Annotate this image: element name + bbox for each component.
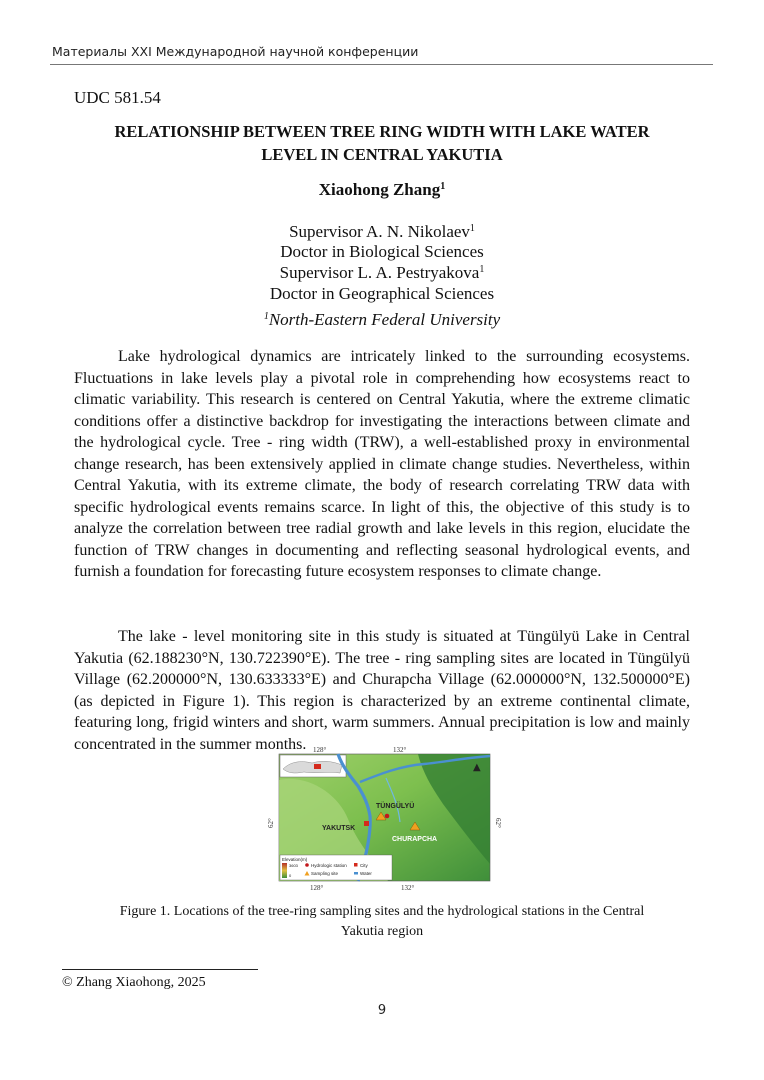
degree-2: Doctor in Geographical Sciences <box>269 284 495 303</box>
paragraph-2 <box>74 626 690 755</box>
lon-label-bottom-right: 132° <box>401 884 415 892</box>
legend-city-icon <box>354 863 358 867</box>
legend-water-icon <box>354 872 358 875</box>
legend-sampling-label: Sampling site <box>311 871 339 876</box>
legend-elevation-high: 3603 <box>289 863 298 868</box>
paragraph-1-text: Lake hydrological dynamics are intricately linked to the surrounding ecosystems. Fluctuations in lake levels play a pivotal role in comprehending how ecosystems react to climatic variability. This research is centered on Central Yakutia, where the extreme climatic conditions offer a distinctive backdrop for investigating the interactions between climate and the hydrological cycle. Tree - ring width (TRW), a well-established proxy in environmental change research, has been extensively applied in climate change studies. Nevertheless, within Central Yakutia, with its extreme climate, the body of research correlating TRW data with specific hydrological events remains scarce. In light of this, the objective of this study is to analyze the correlation between tree radial growth and lake levels in this region, elucidate the function of TRW changes in documenting and reflecting seasonal hydrological events, and furnish a foundation for forecasting future ecosystem responses to climate change. <box>74 348 690 580</box>
lon-label-top-left: 128° <box>313 746 327 754</box>
author-text: Xiaohong Zhang <box>318 180 441 199</box>
running-head: Материалы XXI Международной научной конференции <box>52 44 419 59</box>
supervisor-2-superscript: 1 <box>479 264 485 275</box>
study-area-map <box>268 744 504 892</box>
legend-water-label: Water <box>360 871 372 876</box>
page-number: 9 <box>377 1003 387 1018</box>
header-divider <box>50 64 713 65</box>
north-arrow-icon: ▲ <box>473 762 481 773</box>
degree-1: Doctor in Biological Sciences <box>280 242 484 261</box>
copyright-footnote: © Zhang Xiaohong, 2025 <box>62 975 206 990</box>
paragraph-1 <box>74 346 690 583</box>
affiliation <box>70 310 694 330</box>
caption-line-1: Figure 1. Locations of the tree-ring sampling sites and the hydrological stations in the Central <box>119 904 645 919</box>
udc-code: UDC 581.54 <box>74 88 161 107</box>
article-title <box>70 120 694 166</box>
legend-title: Elevation(m) <box>282 857 308 862</box>
legend-elevation-low: 0 <box>289 873 292 878</box>
supervisor-2 <box>70 263 694 283</box>
lat-label-left: 62° <box>267 818 275 828</box>
supervisor-2-text: Supervisor L. A. Pestryakova <box>279 263 480 282</box>
legend-elevation-ramp <box>282 863 287 878</box>
lon-label-top-right: 132° <box>393 746 407 754</box>
supervisor-1-superscript: 1 <box>469 223 475 234</box>
legend-city-label: City <box>360 863 368 868</box>
footnote-divider <box>62 969 258 970</box>
caption-line-2: Yakutia region <box>340 924 424 939</box>
title-line-2: LEVEL IN CENTRAL YAKUTIA <box>261 145 503 164</box>
title-line-1: RELATIONSHIP BETWEEN TREE RING WIDTH WITH LAKE WATER <box>114 122 650 141</box>
legend-hydro-label: Hydrologic station <box>311 863 347 868</box>
affiliation-text: North-Eastern Federal University <box>268 310 501 329</box>
paragraph-2-text: The lake - level monitoring site in this study is situated at Tüngülyü Lake in Central Yakutia (62.188230°N, 130.722390°E). The tree - ring sampling sites are located in Tüngülyü Village (62.200000°N, 130.633333°E) and Churapcha Village (62.000000°N, 132.500000°E) (as depicted in Figure 1). This region is characterized by an extreme continental climate, featuring long, frigid winters and short, warm summers. Annual precipitation is low and mainly concentrated in the summer months. <box>74 628 690 753</box>
lon-label-bottom-left: 128° <box>310 884 324 892</box>
hydrologic-station-marker <box>385 814 390 819</box>
label-tungulyu: TÜNGÜLYÜ <box>376 803 415 810</box>
lat-label-right: 62° <box>494 818 502 828</box>
author-name <box>70 180 694 200</box>
inset-study-area <box>314 764 321 769</box>
yakutsk-city-marker <box>364 821 369 826</box>
affiliation-superscript: 1 <box>263 311 269 322</box>
author-superscript: 1 <box>440 181 446 192</box>
label-churapcha: CHURAPCHA <box>392 836 438 843</box>
figure-caption <box>74 902 690 942</box>
label-yakutsk: YAKUTSK <box>322 825 356 832</box>
legend-hydro-icon <box>305 863 309 867</box>
supervisor-1-text: Supervisor A. N. Nikolaev <box>289 222 470 241</box>
supervisor-1 <box>70 222 694 242</box>
